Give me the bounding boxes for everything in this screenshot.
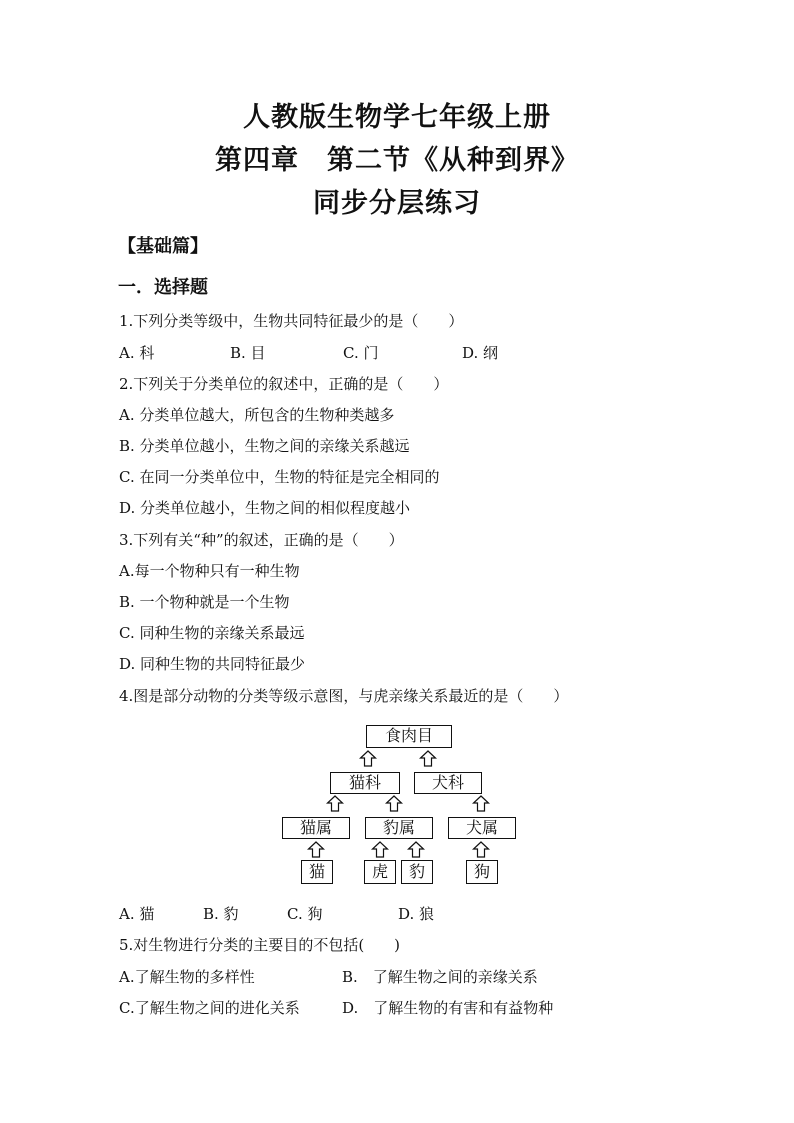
diagram-genus-box: 豹属 — [365, 817, 433, 839]
section-basic-heading: 【基础篇】 — [118, 236, 208, 257]
section-choice-heading: 一．选择题 — [118, 277, 208, 298]
arrow-up-icon — [373, 842, 388, 857]
question-4-option-b: B. 豹 — [203, 905, 239, 923]
question-1-option-c: C. 门 — [343, 344, 379, 362]
diagram-family-box: 犬科 — [414, 772, 482, 794]
question-3-stem: 3.下列有关“种”的叙述，正确的是（ ） — [119, 531, 404, 549]
question-3-option-b: B. 一个物种就是一个生物 — [119, 593, 290, 611]
question-2-stem: 2.下列关于分类单位的叙述中，正确的是（ ） — [119, 375, 449, 393]
title-line-2: 第四章 第二节《从种到界》 — [215, 145, 579, 176]
question-2-option-c: C. 在同一分类单位中，生物的特征是完全相同的 — [119, 468, 440, 486]
arrow-up-icon — [421, 751, 436, 766]
arrow-up-icon — [474, 796, 489, 811]
diagram-species-box: 虎 — [364, 860, 396, 884]
arrow-up-icon — [309, 842, 324, 857]
diagram-species-box: 狗 — [466, 860, 498, 884]
diagram-family-box: 猫科 — [330, 772, 400, 794]
diagram-order-box: 食肉目 — [366, 725, 452, 748]
question-2-option-b: B. 分类单位越小，生物之间的亲缘关系越远 — [119, 437, 410, 455]
question-2-option-a: A. 分类单位越大，所包含的生物种类越多 — [119, 406, 395, 424]
question-5-option-c: C.了解生物之间的进化关系 — [119, 999, 300, 1017]
question-5-stem: 5.对生物进行分类的主要目的不包括( ) — [119, 936, 401, 954]
question-1-option-d: D. 纲 — [462, 344, 499, 362]
arrow-up-icon — [409, 842, 424, 857]
question-3-option-a: A.每一个物种只有一种生物 — [119, 562, 300, 580]
question-4-option-a: A. 猫 — [119, 905, 155, 923]
question-2-option-d: D. 分类单位越小，生物之间的相似程度越小 — [119, 499, 411, 517]
question-4-stem: 4.图是部分动物的分类等级示意图，与虎亲缘关系最近的是（ ） — [119, 687, 569, 705]
question-1-option-a: A. 科 — [119, 344, 155, 362]
question-4-option-c: C. 狗 — [287, 905, 323, 923]
question-5-option-d: D. 了解生物的有害和有益物种 — [342, 999, 554, 1017]
question-5-option-a: A.了解生物的多样性 — [119, 968, 255, 986]
arrow-up-icon — [387, 796, 402, 811]
question-4-option-d: D. 狼 — [398, 905, 435, 923]
diagram-species-box: 豹 — [401, 860, 433, 884]
diagram-genus-box: 猫属 — [282, 817, 350, 839]
title-block — [0, 96, 794, 225]
arrow-up-icon — [361, 751, 376, 766]
arrow-up-icon — [474, 842, 489, 857]
title-line-3: 同步分层练习 — [313, 188, 481, 219]
classification-diagram — [280, 722, 520, 888]
title-line-1: 人教版生物学七年级上册 — [243, 102, 551, 133]
arrow-up-icon — [328, 796, 343, 811]
diagram-species-box: 猫 — [301, 860, 333, 884]
question-3-option-d: D. 同种生物的共同特征最少 — [119, 655, 306, 673]
question-1-stem: 1.下列分类等级中，生物共同特征最少的是（ ） — [119, 312, 464, 330]
question-5-option-b: B. 了解生物之间的亲缘关系 — [342, 968, 538, 986]
diagram-genus-box: 犬属 — [448, 817, 516, 839]
question-1-option-b: B. 目 — [230, 344, 266, 362]
question-3-option-c: C. 同种生物的亲缘关系最远 — [119, 624, 305, 642]
